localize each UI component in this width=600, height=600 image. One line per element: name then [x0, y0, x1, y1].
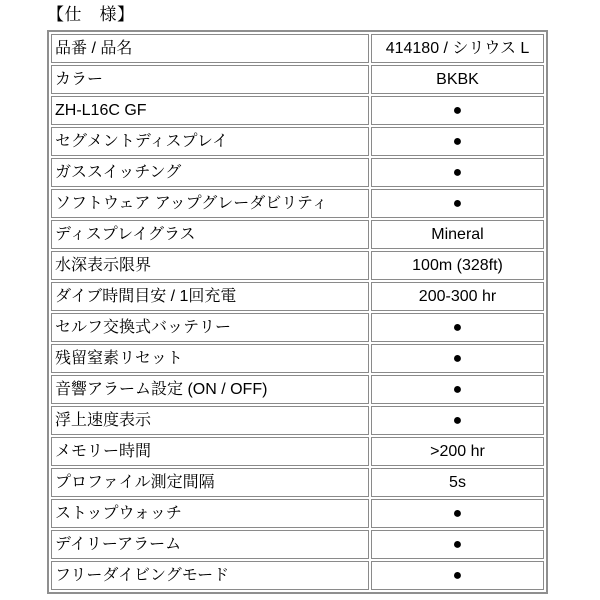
spec-label: ダイブ時間目安 / 1回充電 [51, 282, 369, 311]
spec-value: 100m (328ft) [371, 251, 544, 280]
spec-row [51, 220, 544, 249]
spec-table-body [51, 34, 544, 590]
spec-label: セルフ交換式バッテリー [51, 313, 369, 342]
spec-value: Mineral [371, 220, 544, 249]
spec-label: 品番 / 品名 [51, 34, 369, 63]
spec-value: 200-300 hr [371, 282, 544, 311]
spec-row [51, 499, 544, 528]
spec-value: ● [371, 530, 544, 559]
spec-label: プロファイル測定間隔 [51, 468, 369, 497]
spec-value: ● [371, 313, 544, 342]
spec-label: メモリー時間 [51, 437, 369, 466]
spec-value: ● [371, 158, 544, 187]
spec-label: ZH-L16C GF [51, 96, 369, 125]
spec-row [51, 282, 544, 311]
spec-label: ソフトウェア アップグレーダビリティ [51, 189, 369, 218]
spec-label: 音響アラーム設定 (ON / OFF) [51, 375, 369, 404]
spec-row [51, 65, 544, 94]
spec-label: 残留窒素リセット [51, 344, 369, 373]
spec-label: ストップウォッチ [51, 499, 369, 528]
spec-label: フリーダイビングモード [51, 561, 369, 590]
spec-label: 浮上速度表示 [51, 406, 369, 435]
spec-row [51, 158, 544, 187]
spec-row [51, 437, 544, 466]
spec-value: >200 hr [371, 437, 544, 466]
spec-row [51, 344, 544, 373]
spec-row [51, 251, 544, 280]
spec-table [47, 30, 548, 594]
spec-value: ● [371, 561, 544, 590]
spec-value: ● [371, 499, 544, 528]
spec-label: デイリーアラーム [51, 530, 369, 559]
spec-value: ● [371, 127, 544, 156]
spec-row [51, 406, 544, 435]
spec-label: カラー [51, 65, 369, 94]
spec-row [51, 375, 544, 404]
spec-row [51, 189, 544, 218]
spec-row [51, 313, 544, 342]
spec-label: ガススイッチング [51, 158, 369, 187]
spec-value: BKBK [371, 65, 544, 94]
spec-row [51, 561, 544, 590]
spec-label: セグメントディスプレイ [51, 127, 369, 156]
spec-value: ● [371, 406, 544, 435]
spec-row [51, 127, 544, 156]
spec-row [51, 530, 544, 559]
spec-row [51, 468, 544, 497]
spec-value: ● [371, 375, 544, 404]
spec-value: ● [371, 189, 544, 218]
spec-label: ディスプレイグラス [51, 220, 369, 249]
spec-label: 水深表示限界 [51, 251, 369, 280]
spec-value: 414180 / シリウス L [371, 34, 544, 63]
page-title: 【仕 様】 [47, 5, 135, 24]
spec-row [51, 34, 544, 63]
spec-row [51, 96, 544, 125]
spec-value: ● [371, 96, 544, 125]
spec-value: ● [371, 344, 544, 373]
spec-value: 5s [371, 468, 544, 497]
